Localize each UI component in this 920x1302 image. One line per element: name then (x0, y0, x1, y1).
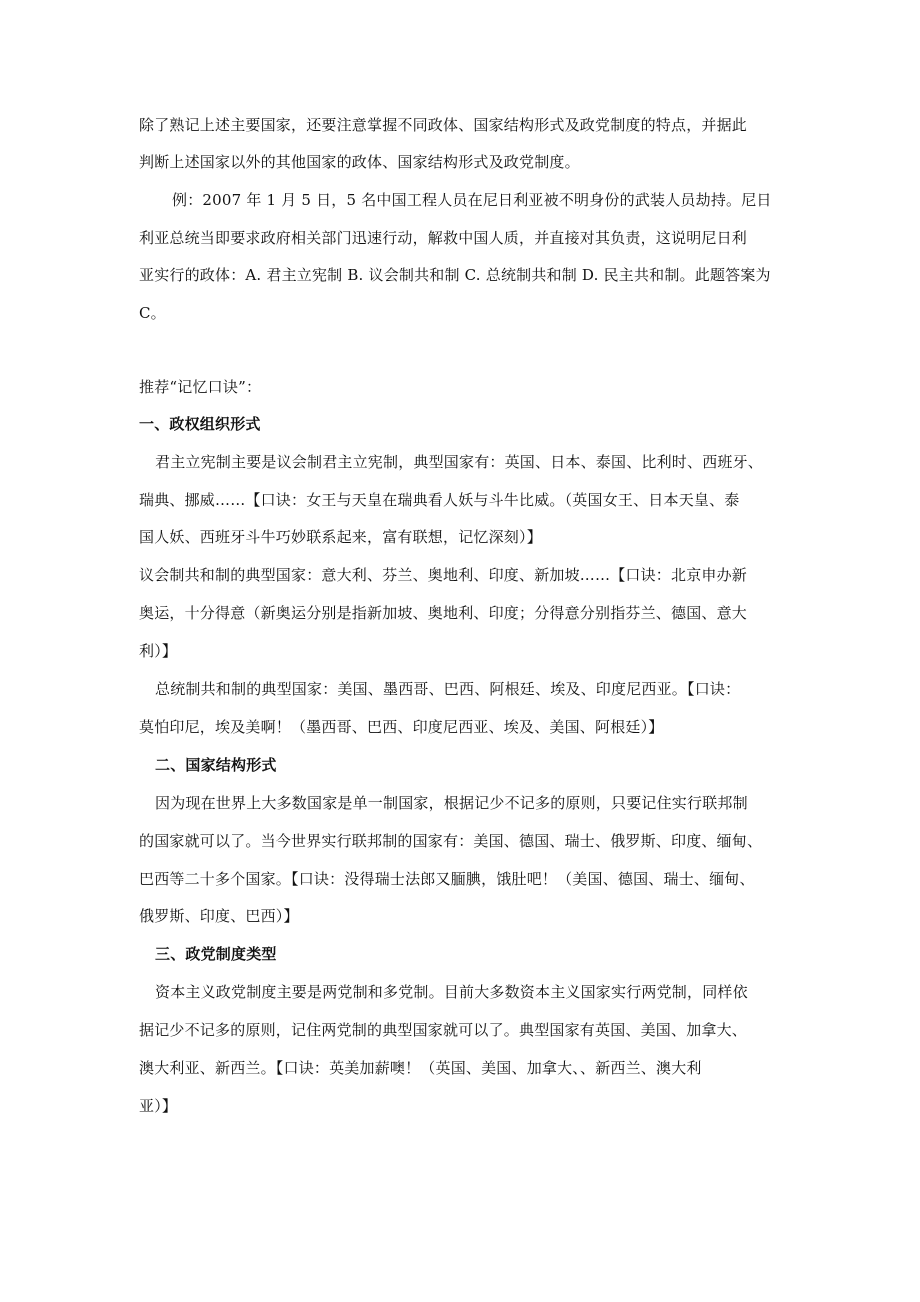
section3-line-2: 据记少不记多的原则，记住两党制的典型国家就可以了。典型国家有英国、美国、加拿大、 (139, 1021, 748, 1039)
example-line-3: 亚实行的政体：A. 君主立宪制 B. 议会制共和制 C. 总统制共和制 D. 民主共和制。此题答案为 (139, 266, 771, 284)
parliamentary-line-3: 利）】 (139, 642, 178, 660)
section3-line-1: 资本主义政党制度主要是两党制和多党制。目前大多数资本主义国家实行两党制，同样依 (155, 983, 748, 1001)
monarchy-line-3: 国人妖、西班牙斗牛巧妙联系起来，富有联想，记忆深刻）】 (139, 528, 542, 546)
example-line-2: 利亚总统当即要求政府相关部门迅速行动，解救中国人质，并直接对其负责，这说明尼日利 (139, 229, 748, 247)
presidential-line-2: 莫怕印尼，埃及美啊！（墨西哥、巴西、印度尼西亚、埃及、美国、阿根廷）】 (139, 718, 664, 736)
monarchy-line-1: 君主立宪制主要是议会制君主立宪制，典型国家有：英国、日本、泰国、比利时、西班牙、 (155, 453, 764, 471)
example-line-1: 例：2007 年 1 月 5 日，5 名中国工程人员在尼日利亚被不明身份的武装人员劫持。尼日 (172, 191, 772, 209)
section2-line-2: 的国家就可以了。当今世界实行联邦制的国家有：美国、德国、瑞士、俄罗斯、印度、缅甸、 (139, 832, 763, 850)
presidential-line-1: 总统制共和制的典型国家：美国、墨西哥、巴西、阿根廷、埃及、印度尼西亚。【口诀： (155, 680, 741, 698)
section3-line-4: 亚）】 (139, 1097, 178, 1115)
section2-line-3: 巴西等二十多个国家。【口诀：没得瑞士法郎又腼腆，饿肚吧！（美国、德国、瑞士、缅甸、 (139, 870, 755, 888)
section3-title: 三、政党制度类型 (155, 945, 277, 963)
section3-line-3: 澳大利亚、新西兰。【口诀：英美加薪噢！（英国、美国、加拿大、、新西兰、澳大利 (139, 1059, 702, 1077)
recommend-heading: 推荐“记忆口诀”： (139, 378, 262, 396)
intro-line-2: 判断上述国家以外的其他国家的政体、国家结构形式及政党制度。 (139, 153, 580, 171)
parliamentary-line-1: 议会制共和制的典型国家：意大利、芬兰、奥地利、印度、新加坡……【口诀：北京申办新 (139, 566, 748, 584)
section2-line-1: 因为现在世界上大多数国家是单一制国家，根据记少不记多的原则，只要记住实行联邦制 (155, 794, 748, 812)
monarchy-line-2: 瑞典、挪威……【口诀：女王与天皇在瑞典看人妖与斗牛比威。（英国女王、日本天皇、泰 (139, 491, 740, 509)
section2-title: 二、国家结构形式 (155, 756, 277, 774)
example-line-4: C。 (139, 304, 166, 322)
parliamentary-line-2: 奥运，十分得意（新奥运分别是指新加坡、奥地利、印度；分得意分别指芬兰、德国、意大 (139, 604, 748, 622)
section2-line-4: 俄罗斯、印度、巴西）】 (139, 907, 299, 925)
section1-title: 一、政权组织形式 (139, 415, 261, 433)
intro-line-1: 除了熟记上述主要国家，还要注意掌握不同政体、国家结构形式及政党制度的特点，并据此 (139, 116, 748, 134)
